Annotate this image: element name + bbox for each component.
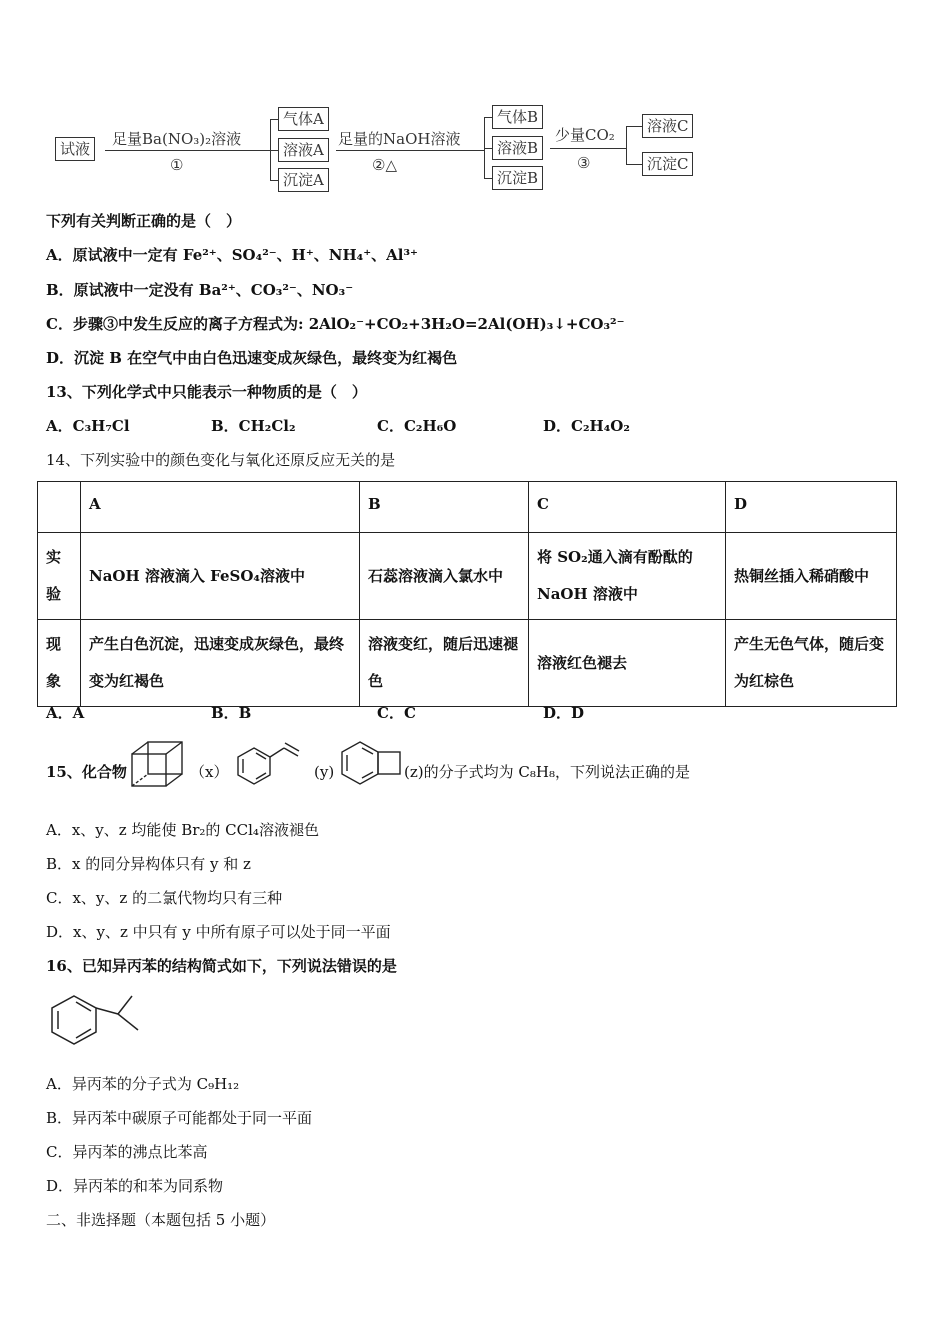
flow-branch-2c bbox=[484, 178, 492, 179]
flow-branch-1b bbox=[270, 150, 278, 151]
q13-option-d: D．C₂H₄O₂ bbox=[543, 417, 630, 435]
table-cell: 产生白色沉淀，迅速变成灰绿色，最终变为红褐色 bbox=[81, 620, 360, 707]
flow-gas-a: 气体A bbox=[278, 107, 329, 131]
table-cell: 溶液红色褪去 bbox=[529, 620, 726, 707]
table-header-a: A bbox=[81, 482, 360, 533]
q13-stem: 13、下列化学式中只能表示一种物质的是（ ） bbox=[46, 383, 367, 401]
flow-step1-reagent: 足量Ba(NO₃)₂溶液 bbox=[112, 130, 242, 148]
flow-step3-reagent: 少量CO₂ bbox=[555, 126, 615, 144]
q14-option-a: A．A bbox=[46, 704, 85, 722]
cumene-structure-icon bbox=[46, 990, 150, 1050]
q12-option-a: A．原试液中一定有 Fe²⁺、SO₄²⁻、H⁺、NH₄⁺、Al³⁺ bbox=[46, 246, 418, 264]
q15-prefix: 15、化合物 bbox=[46, 763, 127, 781]
q15-label-x: （x） bbox=[190, 763, 229, 781]
table-row bbox=[38, 620, 897, 707]
table-cell: 热铜丝插入稀硝酸中 bbox=[726, 533, 897, 620]
flow-step2-no: ②△ bbox=[372, 156, 397, 174]
flow-step1-no: ① bbox=[170, 156, 184, 174]
flow-sol-a: 溶液A bbox=[278, 138, 329, 162]
flow-arrow-1 bbox=[105, 150, 270, 151]
flow-branch-2b bbox=[484, 148, 492, 149]
flow-sol-b: 溶液B bbox=[492, 136, 543, 160]
q15-option-b: B．x 的同分异构体只有 y 和 z bbox=[46, 855, 251, 873]
table-header-d: D bbox=[726, 482, 897, 533]
table-cell: 产生无色气体，随后变为红棕色 bbox=[726, 620, 897, 707]
q14-table bbox=[37, 481, 897, 707]
flow-arrow-2 bbox=[336, 150, 484, 151]
table-row bbox=[38, 533, 897, 620]
table-cell: NaOH 溶液滴入 FeSO₄溶液中 bbox=[81, 533, 360, 620]
table-cell: 将 SO₂通入滴有酚酞的NaOH 溶液中 bbox=[529, 533, 726, 620]
q13-option-b: B．CH₂Cl₂ bbox=[211, 417, 296, 435]
q14-stem: 14、下列实验中的颜色变化与氧化还原反应无关的是 bbox=[46, 451, 396, 469]
table-header-c: C bbox=[529, 482, 726, 533]
flow-gas-b: 气体B bbox=[492, 105, 543, 129]
flow-pp-a: 沉淀A bbox=[278, 168, 329, 192]
flow-step3-no: ③ bbox=[577, 154, 591, 172]
q15-option-a: A．x、y、z 均能使 Br₂的 CCl₄溶液褪色 bbox=[46, 821, 319, 839]
cubane-structure-icon bbox=[128, 738, 188, 790]
q13-option-a: A．C₃H₇Cl bbox=[46, 417, 130, 435]
benzocyclobutene-structure-icon bbox=[338, 736, 404, 790]
q15-option-d: D．x、y、z 中只有 y 中所有原子可以处于同一平面 bbox=[46, 923, 391, 941]
flow-pp-b: 沉淀B bbox=[492, 166, 543, 190]
flow-branch-2a bbox=[484, 117, 492, 118]
flow-branch-3 bbox=[626, 126, 627, 164]
q15-suffix: (z)的分子式均为 C₈H₈，下列说法正确的是 bbox=[404, 763, 690, 781]
q13-option-c: C．C₂H₆O bbox=[377, 417, 457, 435]
flow-start-box: 试液 bbox=[55, 137, 95, 161]
table-cell: 溶液变红，随后迅速褪色 bbox=[360, 620, 529, 707]
section-2-heading: 二、非选择题（本题包括 5 小题） bbox=[46, 1211, 276, 1229]
row-label-experiment: 实验 bbox=[38, 533, 81, 620]
table-cell: 石蕊溶液滴入氯水中 bbox=[360, 533, 529, 620]
flow-step2-reagent: 足量的NaOH溶液 bbox=[338, 130, 461, 148]
flow-branch-3b bbox=[626, 164, 642, 165]
flow-branch-1c bbox=[270, 180, 278, 181]
styrene-structure-icon bbox=[232, 738, 304, 790]
q12-option-c: C．步骤③中发生反应的离子方程式为: 2AlO₂⁻+CO₂+3H₂O=2Al(OH)₃↓+CO₃²⁻ bbox=[46, 315, 625, 333]
q16-option-d: D．异丙苯的和苯为同系物 bbox=[46, 1177, 224, 1195]
q12-stem: 下列有关判断正确的是（ ） bbox=[46, 212, 242, 230]
table-cell bbox=[38, 482, 81, 533]
table-header-row bbox=[38, 482, 897, 533]
q14-option-d: D．D bbox=[543, 704, 585, 722]
flow-pp-c: 沉淀C bbox=[642, 152, 693, 176]
table-header-b: B bbox=[360, 482, 529, 533]
flow-branch-3a bbox=[626, 126, 642, 127]
flow-sol-c: 溶液C bbox=[642, 114, 693, 138]
q12-option-d: D．沉淀 B 在空气中由白色迅速变成灰绿色，最终变为红褐色 bbox=[46, 349, 458, 367]
row-label-phenomenon: 现象 bbox=[38, 620, 81, 707]
flow-branch-1a bbox=[270, 119, 278, 120]
q16-option-b: B．异丙苯中碳原子可能都处于同一平面 bbox=[46, 1109, 313, 1127]
q12-option-b: B．原试液中一定没有 Ba²⁺、CO₃²⁻、NO₃⁻ bbox=[46, 281, 354, 299]
q15-label-y: (y) bbox=[314, 763, 335, 781]
q15-option-c: C．x、y、z 的二氯代物均只有三种 bbox=[46, 889, 283, 907]
q16-option-a: A．异丙苯的分子式为 C₉H₁₂ bbox=[46, 1075, 240, 1093]
q16-stem: 16、已知异丙苯的结构简式如下，下列说法错误的是 bbox=[46, 957, 397, 975]
q16-option-c: C．异丙苯的沸点比苯高 bbox=[46, 1143, 208, 1161]
flow-arrow-3 bbox=[550, 148, 626, 149]
q14-option-c: C．C bbox=[377, 704, 416, 722]
q14-option-b: B．B bbox=[211, 704, 252, 722]
